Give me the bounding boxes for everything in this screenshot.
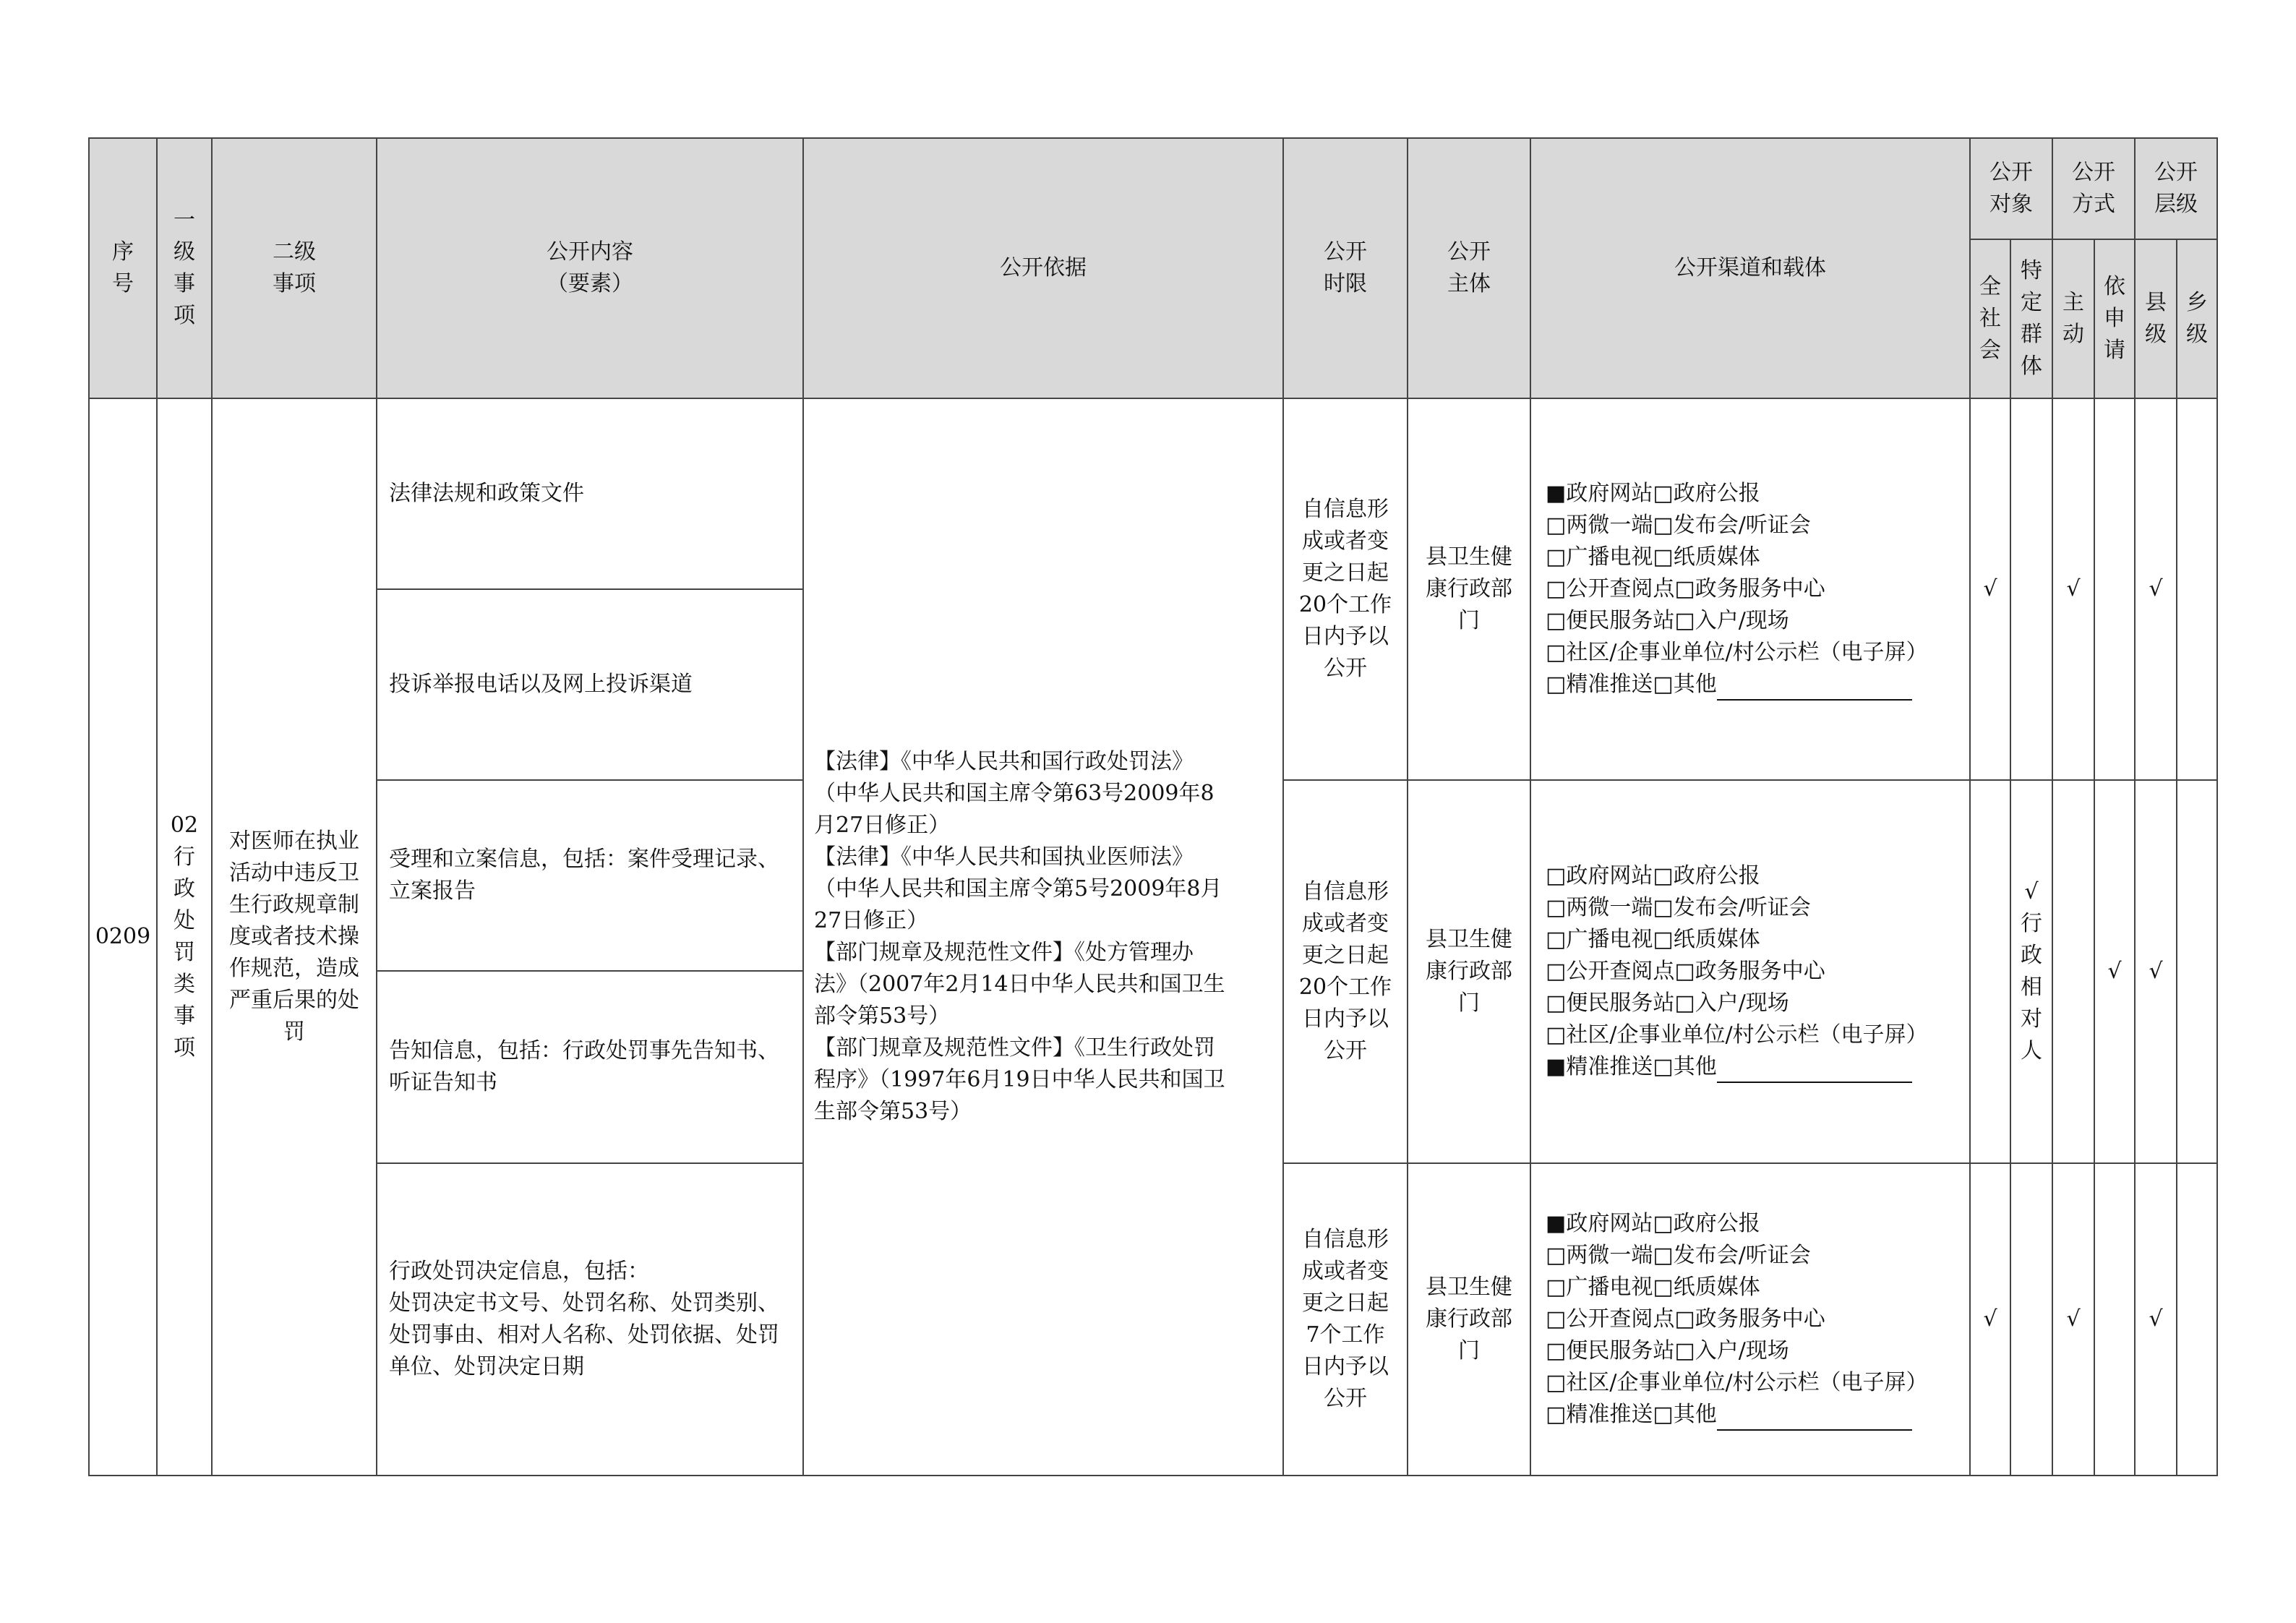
channel-option: □两微一端□发布会/听证会 bbox=[1546, 513, 1811, 538]
text-line: 康行政部 bbox=[1426, 959, 1512, 984]
text-line: 县 bbox=[2145, 290, 2167, 315]
text-line: 请 bbox=[2104, 338, 2125, 363]
object-specific-mark bbox=[2010, 780, 2052, 1163]
text-line: 月27日修正） bbox=[814, 813, 951, 838]
channel-option: □精准推送□其他 bbox=[1546, 669, 1962, 701]
channel-option: ■政府网站□政府公报 bbox=[1546, 1211, 1760, 1236]
text-line: 行 bbox=[2021, 911, 2042, 936]
channel-cell bbox=[1530, 398, 1970, 780]
text-line: 【部门规章及规范性文件】《卫生行政处罚 bbox=[814, 1035, 1215, 1061]
content-cell bbox=[377, 780, 803, 971]
text-line: 法》（2007年2月14日中华人民共和国卫生 bbox=[814, 972, 1225, 997]
tier-township-mark bbox=[2177, 1163, 2217, 1476]
channel-option: □两微一端□发布会/听证会 bbox=[1546, 1243, 1811, 1268]
header-method bbox=[2052, 138, 2135, 239]
blank-underline bbox=[1717, 1060, 1912, 1083]
text-line: 主 bbox=[2062, 290, 2084, 315]
text-line: （要素） bbox=[547, 271, 633, 296]
text-line: 公开 bbox=[1324, 239, 1367, 265]
text-line: 20个工作 bbox=[1298, 592, 1392, 617]
header-method-apply bbox=[2094, 239, 2135, 398]
text-line: 定 bbox=[2021, 290, 2042, 315]
text-line: 日内予以 bbox=[1302, 1006, 1389, 1032]
text-line: 动 bbox=[2062, 322, 2084, 347]
text-line: 自信息形 bbox=[1302, 1227, 1389, 1252]
channel-option: □公开查阅点□政务服务中心 bbox=[1546, 576, 1825, 601]
tier-township-mark bbox=[2177, 398, 2217, 780]
text-line: 项 bbox=[174, 303, 195, 328]
text-line: 体 bbox=[2021, 354, 2042, 379]
method-active-mark: √ bbox=[2052, 398, 2094, 780]
text-line: 康行政部 bbox=[1426, 576, 1512, 601]
object-all-mark: √ bbox=[1970, 1163, 2010, 1476]
text-line: 生行政规章制 bbox=[229, 892, 359, 917]
text-line: 法律法规和政策文件 bbox=[389, 481, 584, 506]
object-specific-mark bbox=[2010, 1163, 2052, 1476]
text-line: 门 bbox=[1458, 608, 1480, 633]
text-line: 严重后果的处 bbox=[229, 988, 359, 1013]
subject-cell bbox=[1408, 780, 1530, 1163]
channel-option: □社区/企事业单位/村公示栏（电子屏） bbox=[1546, 1370, 1928, 1395]
text-line: 活动中违反卫 bbox=[229, 860, 359, 886]
basis-cell bbox=[803, 398, 1283, 1476]
content-cell bbox=[377, 971, 803, 1163]
channel-option: □政府网站□政府公报 bbox=[1546, 863, 1760, 888]
text-line: 政 bbox=[2021, 943, 2042, 968]
text-line: 告知信息，包括：行政处罚事先告知书、 bbox=[389, 1038, 779, 1063]
text-line: 行政处罚决定信息，包括： bbox=[389, 1259, 649, 1284]
text-line: 部令第53号） bbox=[814, 1003, 951, 1029]
method-apply-mark: √ bbox=[2094, 780, 2135, 1163]
text-line: 生部令第53号） bbox=[814, 1099, 972, 1124]
text-line: 27日修正） bbox=[814, 908, 929, 933]
object-all-mark bbox=[1970, 780, 2010, 1163]
seq-cell: 0209 bbox=[89, 398, 157, 1476]
content-cell bbox=[377, 589, 803, 780]
text-line: 日内予以 bbox=[1302, 1354, 1389, 1379]
text-line: 层级 bbox=[2154, 192, 2198, 217]
text-line: 号 bbox=[112, 271, 134, 296]
text-line: 门 bbox=[1458, 1338, 1480, 1363]
channel-option: □社区/企事业单位/村公示栏（电子屏） bbox=[1546, 640, 1928, 665]
method-apply-mark bbox=[2094, 1163, 2135, 1476]
channel-option: □公开查阅点□政务服务中心 bbox=[1546, 959, 1825, 984]
text-line: 二级 bbox=[273, 239, 316, 265]
text-line: 门 bbox=[1458, 990, 1480, 1016]
level1-cell bbox=[157, 398, 212, 1476]
text-line: 社 bbox=[1979, 306, 2001, 331]
text-line: 县卫生健 bbox=[1426, 927, 1512, 952]
text-line: 申 bbox=[2104, 306, 2125, 331]
content-cell bbox=[377, 1163, 803, 1476]
channel-option: □便民服务站□入户/现场 bbox=[1546, 608, 1789, 633]
text-line: 立案报告 bbox=[389, 878, 476, 904]
channel-option: ■精准推送□其他 bbox=[1546, 1051, 1962, 1083]
text-line: 投诉举报电话以及网上投诉渠道 bbox=[389, 672, 693, 697]
header-object-specific bbox=[2010, 239, 2052, 398]
text-line: 度或者技术操 bbox=[229, 924, 359, 949]
channel-cell bbox=[1530, 780, 1970, 1163]
header-time-limit bbox=[1283, 138, 1408, 398]
channel-option: □广播电视□纸质媒体 bbox=[1546, 927, 1760, 952]
text-line: 日内予以 bbox=[1302, 624, 1389, 649]
text-line: 人 bbox=[2021, 1038, 2042, 1063]
blank-underline bbox=[1717, 677, 1912, 701]
text-line: （中华人民共和国主席令第5号2009年8月 bbox=[814, 876, 1222, 902]
time-limit-cell bbox=[1283, 1163, 1408, 1476]
text-line: √ bbox=[2024, 879, 2039, 904]
subject-cell bbox=[1408, 1163, 1530, 1476]
text-line: 更之日起 bbox=[1302, 1290, 1389, 1316]
text-line: 更之日起 bbox=[1302, 943, 1389, 968]
text-line: 公开 bbox=[2154, 160, 2198, 185]
text-line: 公开 bbox=[1324, 656, 1367, 681]
text-line: 【法律】《中华人民共和国行政处罚法》 bbox=[814, 749, 1194, 774]
method-active-mark bbox=[2052, 780, 2094, 1163]
text-line: 事项 bbox=[273, 271, 316, 296]
header-level2 bbox=[212, 138, 377, 398]
object-specific-mark bbox=[2010, 398, 2052, 780]
text-line: 相 bbox=[2021, 975, 2042, 1000]
table-row bbox=[89, 398, 2217, 589]
text-line: 公开 bbox=[1324, 1386, 1367, 1411]
content-cell bbox=[377, 398, 803, 589]
header-content bbox=[377, 138, 803, 398]
text-line: 序 bbox=[112, 239, 134, 265]
object-all-mark: √ bbox=[1970, 398, 2010, 780]
text-line: 罚 bbox=[174, 940, 195, 965]
text-line: 作规范，造成 bbox=[229, 956, 359, 981]
text-line: 乡 bbox=[2186, 290, 2208, 315]
channel-option: □社区/企事业单位/村公示栏（电子屏） bbox=[1546, 1022, 1928, 1048]
text-line: 对象 bbox=[1989, 192, 2033, 217]
text-line: 成或者变 bbox=[1302, 528, 1389, 554]
header-method-active bbox=[2052, 239, 2094, 398]
time-limit-cell bbox=[1283, 398, 1408, 780]
text-line: 公开内容 bbox=[547, 239, 633, 265]
blank-underline bbox=[1717, 1408, 1912, 1431]
text-line: 方式 bbox=[2072, 192, 2115, 217]
text-line: 20个工作 bbox=[1298, 975, 1392, 1000]
text-line: 处罚决定书文号、处罚名称、处罚类别、 bbox=[389, 1290, 779, 1316]
text-line: 公开 bbox=[2072, 160, 2115, 185]
header-subject bbox=[1408, 138, 1530, 398]
text-line: 公开 bbox=[1324, 1038, 1367, 1063]
header-tier bbox=[2135, 138, 2217, 239]
text-line: 对 bbox=[2021, 1006, 2042, 1032]
text-line: 级 bbox=[174, 239, 195, 265]
channel-option: □便民服务站□入户/现场 bbox=[1546, 990, 1789, 1016]
text-line: 自信息形 bbox=[1302, 497, 1389, 522]
channel-option: □便民服务站□入户/现场 bbox=[1546, 1338, 1789, 1363]
header-object bbox=[1970, 138, 2052, 239]
text-line: 听证告知书 bbox=[389, 1070, 497, 1095]
channel-option: □精准推送□其他 bbox=[1546, 1399, 1962, 1431]
text-line: 更之日起 bbox=[1302, 560, 1389, 586]
text-line: 公开 bbox=[1447, 239, 1491, 265]
text-line: 群 bbox=[2021, 322, 2042, 347]
text-line: 成或者变 bbox=[1302, 1259, 1389, 1284]
text-line: 事 bbox=[174, 271, 195, 296]
text-line: 自信息形 bbox=[1302, 879, 1389, 904]
text-line: 县卫生健 bbox=[1426, 1275, 1512, 1300]
text-line: 【法律】《中华人民共和国执业医师法》 bbox=[814, 844, 1194, 870]
tier-township-mark bbox=[2177, 780, 2217, 1163]
text-line: 行 bbox=[174, 844, 195, 870]
text-line: 【部门规章及规范性文件】《处方管理办 bbox=[814, 940, 1194, 965]
method-active-mark: √ bbox=[2052, 1163, 2094, 1476]
channel-cell bbox=[1530, 1163, 1970, 1476]
text-line: 公开 bbox=[1989, 160, 2033, 185]
subject-cell bbox=[1408, 398, 1530, 780]
text-line: 类 bbox=[174, 972, 195, 997]
text-line: 7个工作 bbox=[1306, 1322, 1385, 1348]
text-line: 罚 bbox=[283, 1019, 305, 1045]
method-apply-mark bbox=[2094, 398, 2135, 780]
text-line: 县卫生健 bbox=[1426, 544, 1512, 570]
text-line: 02 bbox=[170, 813, 199, 838]
header-tier-county bbox=[2135, 239, 2177, 398]
channel-option: □公开查阅点□政务服务中心 bbox=[1546, 1306, 1825, 1332]
text-line: 政 bbox=[174, 876, 195, 902]
text-line: 特 bbox=[2021, 258, 2042, 283]
channel-option: ■政府网站□政府公报 bbox=[1546, 481, 1760, 506]
text-line: 处 bbox=[174, 908, 195, 933]
text-line: 事 bbox=[174, 1003, 195, 1029]
header-tier-township bbox=[2177, 239, 2217, 398]
header-channel: 公开渠道和载体 bbox=[1530, 138, 1970, 398]
channel-option: □两微一端□发布会/听证会 bbox=[1546, 895, 1811, 920]
header-level1 bbox=[157, 138, 212, 398]
text-line: 成或者变 bbox=[1302, 911, 1389, 936]
channel-option: □广播电视□纸质媒体 bbox=[1546, 544, 1760, 570]
text-line: 级 bbox=[2145, 322, 2167, 347]
text-line: 单位、处罚决定日期 bbox=[389, 1354, 584, 1379]
header-seq bbox=[89, 138, 157, 398]
text-line: 处罚事由、相对人名称、处罚依据、处罚 bbox=[389, 1322, 779, 1348]
text-line: 对医师在执业 bbox=[229, 828, 359, 854]
time-limit-cell bbox=[1283, 780, 1408, 1163]
text-line: 主体 bbox=[1447, 271, 1491, 296]
text-line: 受理和立案信息，包括：案件受理记录、 bbox=[389, 847, 779, 872]
text-line: 程序》（1997年6月19日中华人民共和国卫 bbox=[814, 1067, 1225, 1092]
tier-county-mark: √ bbox=[2135, 780, 2177, 1163]
text-line: 项 bbox=[174, 1035, 195, 1061]
text-line: 会 bbox=[1979, 338, 2001, 363]
text-line: 一 bbox=[174, 207, 195, 233]
channel-option: □广播电视□纸质媒体 bbox=[1546, 1275, 1760, 1300]
text-line: 依 bbox=[2104, 274, 2125, 299]
text-line: 级 bbox=[2186, 322, 2208, 347]
level2-cell bbox=[212, 398, 377, 1476]
header-basis: 公开依据 bbox=[803, 138, 1283, 398]
header-object-all bbox=[1970, 239, 2010, 398]
tier-county-mark: √ bbox=[2135, 1163, 2177, 1476]
disclosure-table bbox=[88, 137, 2218, 1476]
text-line: 时限 bbox=[1324, 271, 1367, 296]
text-line: 康行政部 bbox=[1426, 1306, 1512, 1332]
text-line: 全 bbox=[1979, 274, 2001, 299]
text-line: （中华人民共和国主席令第63号2009年8 bbox=[814, 781, 1215, 806]
tier-county-mark: √ bbox=[2135, 398, 2177, 780]
